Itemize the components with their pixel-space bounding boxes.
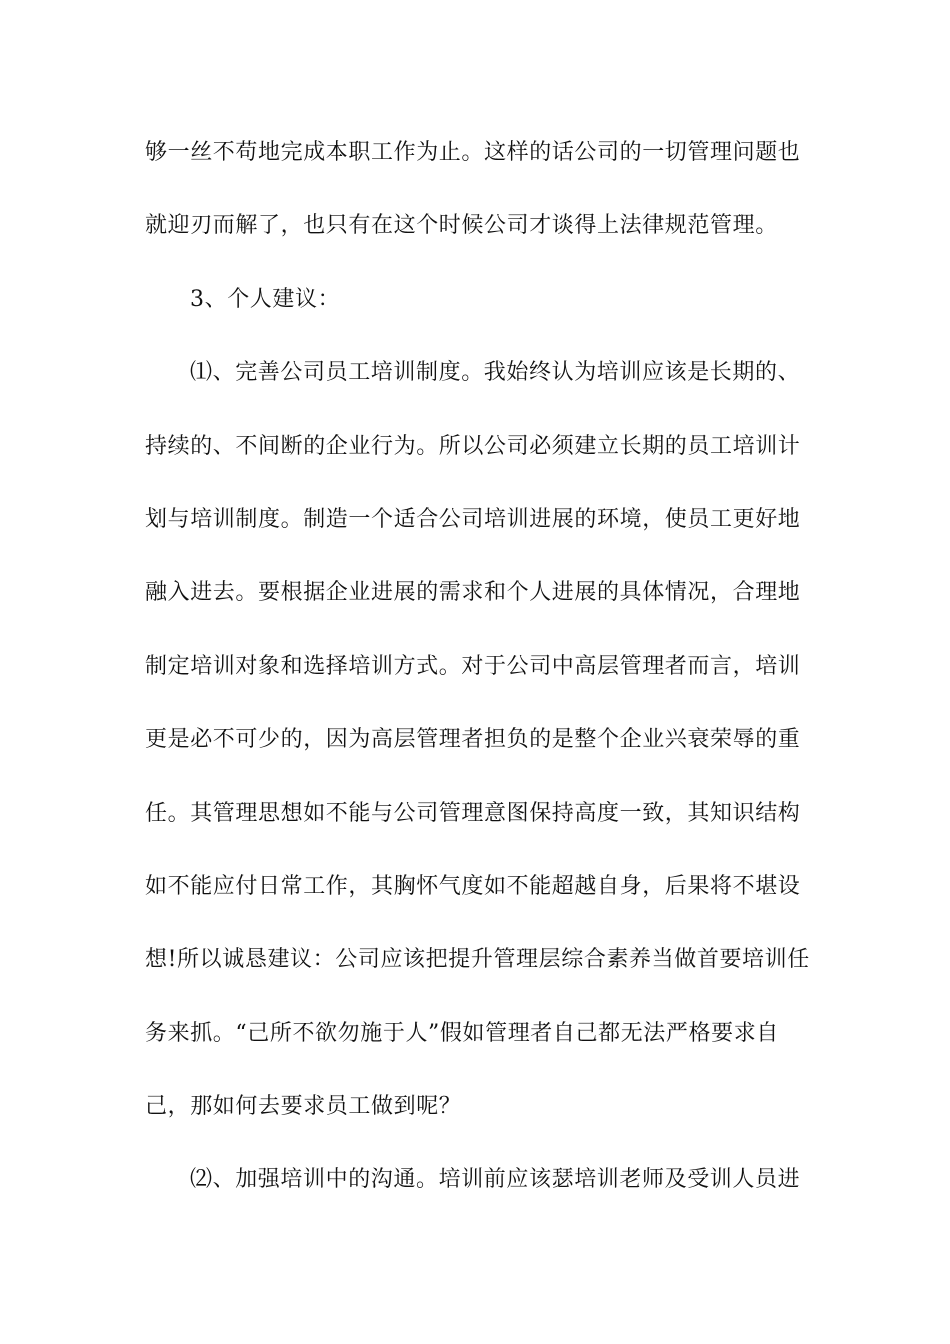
- text-line: 制定培训对象和选择培训方式。对于公司中高层管理者而言，培训: [145, 653, 801, 679]
- text-line: 己，那如何去要求员工做到呢？: [145, 1094, 462, 1120]
- section-heading: 3、个人建议：: [190, 286, 341, 312]
- text-line: 想!所以诚恳建议：公司应该把提升管理层综合素养当做首要培训任: [145, 947, 810, 973]
- text-line: 更是必不可少的，因为高层管理者担负的是整个企业兴衰荣辱的重: [145, 727, 801, 753]
- text-line: 如不能应付日常工作，其胸怀气度如不能超越自身，后果将不堪设: [145, 873, 801, 899]
- document-body: [145, 127, 810, 1228]
- paragraph-start: ⑵、加强培训中的沟通。培训前应该瑟培训老师及受训人员进: [190, 1167, 801, 1193]
- text-line: 融入进去。要根据企业进展的需求和个人进展的具体情况，合理地: [145, 580, 801, 606]
- text-line: 划与培训制度。制造一个适合公司培训进展的环境，使员工更好地: [145, 506, 801, 532]
- text-line: 持续的、不间断的企业行为。所以公司必须建立长期的员工培训计: [145, 433, 801, 459]
- text-line: 够一丝不苟地完成本职工作为止。这样的话公司的一切管理问题也: [145, 140, 801, 165]
- text-line: 务来抓。“己所不欲勿施于人”假如管理者自己都无法严格要求自: [145, 1020, 779, 1046]
- text-line: 就迎刃而解了，也只有在这个时候公司才谈得上法律规范管理。: [145, 213, 778, 239]
- paragraph-start: ⑴、完善公司员工培训制度。我始终认为培训应该是长期的、: [190, 360, 801, 386]
- text-line: 任。其管理思想如不能与公司管理意图保持高度一致，其知识结构: [145, 800, 801, 826]
